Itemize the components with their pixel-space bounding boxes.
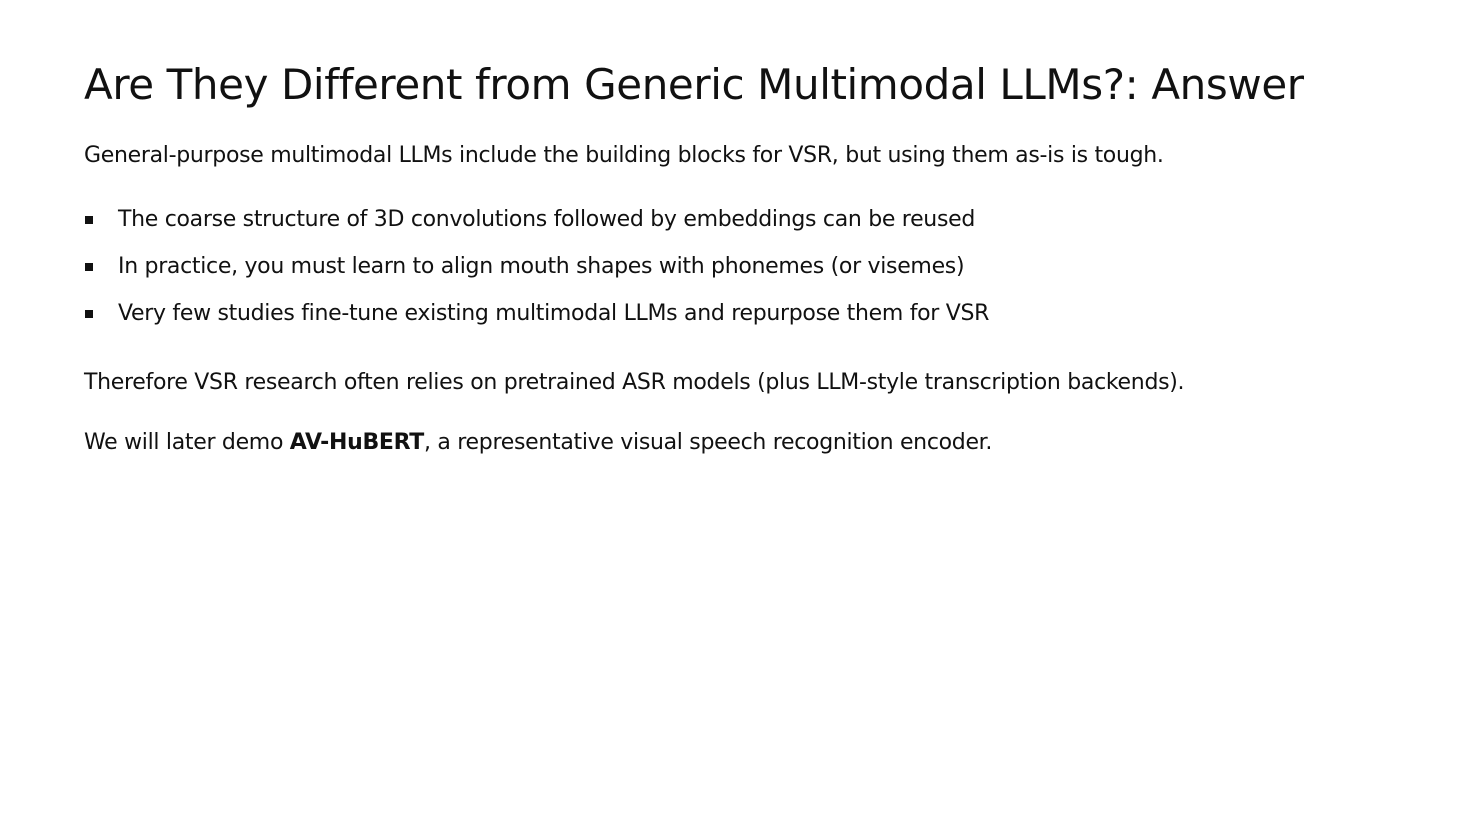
demo-note-prefix: We will later demo <box>84 430 290 455</box>
bullet-text: In practice, you must learn to align mouth shapes with phonemes (or visemes) <box>118 254 965 279</box>
bullet-text: The coarse structure of 3D convolutions followed by embeddings can be reused <box>118 207 976 232</box>
demo-note-suffix: , a representative visual speech recognition encoder. <box>424 430 993 455</box>
model-name: AV-HuBERT <box>289 430 425 455</box>
square-bullet-icon <box>85 310 93 318</box>
bullet-text: Very few studies fine-tune existing multimodal LLMs and repurpose them for VSR <box>118 301 990 326</box>
square-bullet-icon <box>85 216 93 224</box>
slide-title: Are They Different from Generic Multimodal LLMs?: Answer <box>84 60 1304 109</box>
bullet-list <box>84 204 989 330</box>
square-bullet-icon <box>85 263 93 271</box>
intro-text: General-purpose multimodal LLMs include the building blocks for VSR, but using them as-is is tough. <box>84 143 1164 168</box>
conclusion-text: Therefore VSR research often relies on pretrained ASR models (plus LLM-style transcription backends). <box>84 370 1185 395</box>
list-item <box>84 204 989 236</box>
list-item <box>84 298 989 330</box>
demo-note <box>84 427 992 459</box>
list-item <box>84 251 989 283</box>
